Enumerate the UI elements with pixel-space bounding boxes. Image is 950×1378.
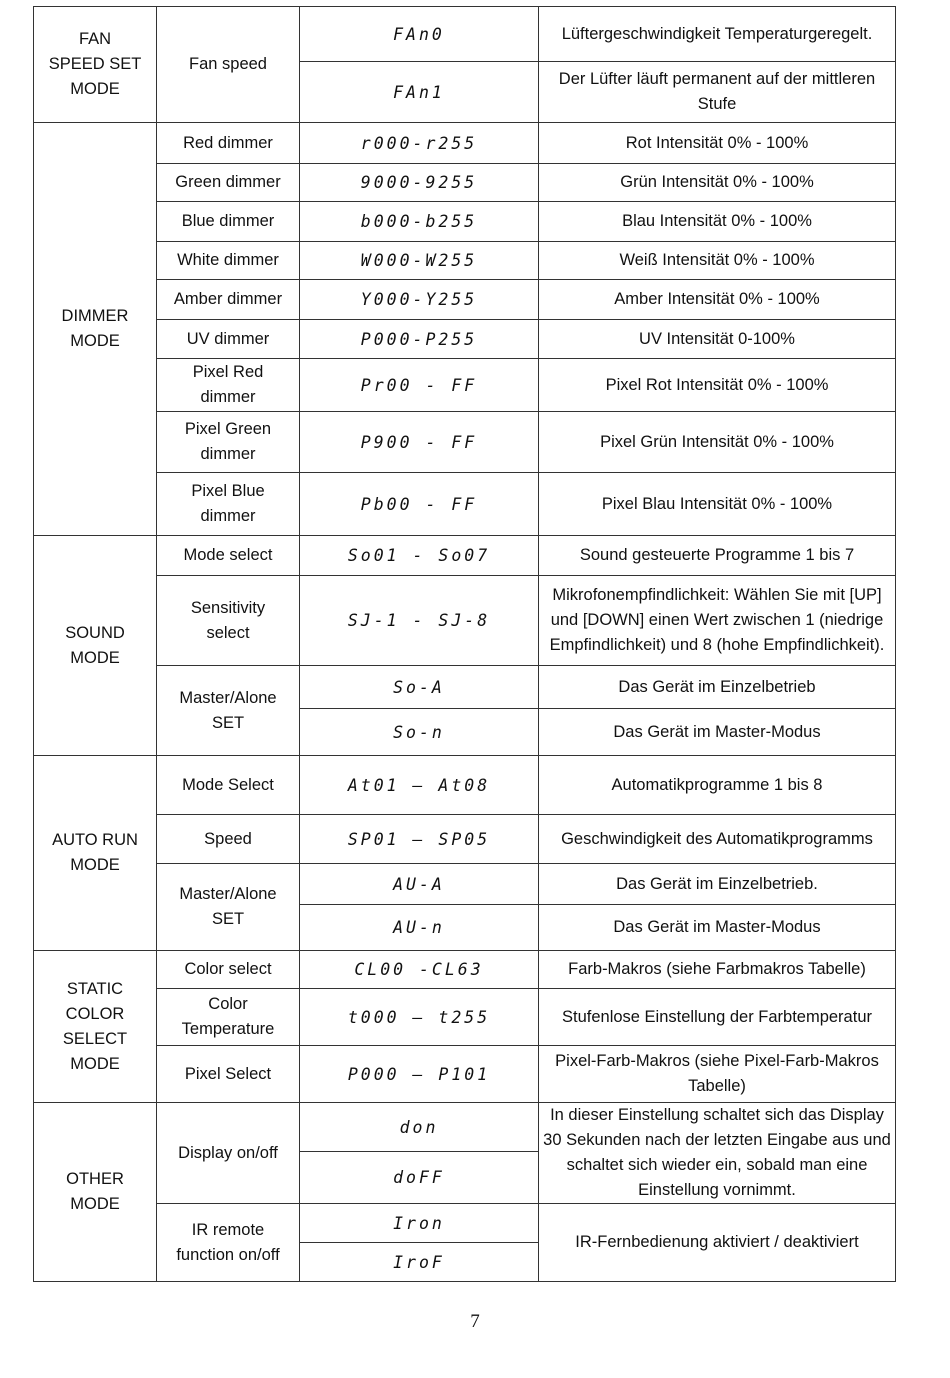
description: Sound gesteuerte Programme 1 bis 7 bbox=[539, 536, 896, 576]
description: Blau Intensität 0% - 100% bbox=[539, 202, 896, 242]
description: Farb-Makros (siehe Farbmakros Tabelle) bbox=[539, 951, 896, 989]
function-name: Color select bbox=[157, 951, 300, 989]
display-code: P000-P255 bbox=[300, 320, 539, 359]
table-row bbox=[34, 1103, 896, 1152]
function-name: Speed bbox=[157, 815, 300, 864]
display-code: 9000-9255 bbox=[300, 164, 539, 202]
display-code: CL00 -CL63 bbox=[300, 951, 539, 989]
display-code: r000-r255 bbox=[300, 123, 539, 164]
display-code: SJ-1 - SJ-8 bbox=[300, 576, 539, 666]
mode-name: AUTO RUN MODE bbox=[34, 756, 157, 951]
table-row bbox=[34, 815, 896, 864]
table-row bbox=[34, 280, 896, 320]
function-name: Pixel Red dimmer bbox=[157, 359, 300, 412]
table-row bbox=[34, 473, 896, 536]
display-code: FAn0 bbox=[300, 7, 539, 62]
table-row bbox=[34, 164, 896, 202]
page-number: 7 bbox=[470, 1311, 480, 1332]
display-code: t000 — t255 bbox=[300, 989, 539, 1046]
description: IR-Fernbedienung aktiviert / deaktiviert bbox=[539, 1204, 896, 1282]
display-code: AU-n bbox=[300, 905, 539, 951]
description: Der Lüfter läuft permanent auf der mittleren Stufe bbox=[539, 62, 896, 123]
description: Pixel Rot Intensität 0% - 100% bbox=[539, 359, 896, 412]
table-row bbox=[34, 123, 896, 164]
table-row bbox=[34, 576, 896, 666]
table-row bbox=[34, 989, 896, 1046]
mode-name: OTHER MODE bbox=[34, 1103, 157, 1282]
mode-name: STATIC COLOR SELECT MODE bbox=[34, 951, 157, 1103]
display-code: Pr00 - FF bbox=[300, 359, 539, 412]
function-name: Fan speed bbox=[157, 7, 300, 123]
function-name: Mode select bbox=[157, 536, 300, 576]
description: Pixel Grün Intensität 0% - 100% bbox=[539, 412, 896, 473]
display-code: Y000-Y255 bbox=[300, 280, 539, 320]
function-name: UV dimmer bbox=[157, 320, 300, 359]
function-name: IR remote function on/off bbox=[157, 1204, 300, 1282]
table-row bbox=[34, 1046, 896, 1103]
function-name: Sensitivity select bbox=[157, 576, 300, 666]
description: Pixel Blau Intensität 0% - 100% bbox=[539, 473, 896, 536]
display-code: P000 — P101 bbox=[300, 1046, 539, 1103]
display-code: So-A bbox=[300, 666, 539, 709]
display-code: W000-W255 bbox=[300, 242, 539, 280]
table-row bbox=[34, 359, 896, 412]
description: Amber Intensität 0% - 100% bbox=[539, 280, 896, 320]
table-row bbox=[34, 951, 896, 989]
table-row bbox=[34, 756, 896, 815]
display-code: Iron bbox=[300, 1204, 539, 1243]
function-name: Display on/off bbox=[157, 1103, 300, 1204]
function-name: Color Temperature bbox=[157, 989, 300, 1046]
mode-name: SOUND MODE bbox=[34, 536, 157, 756]
table-row bbox=[34, 412, 896, 473]
display-code: AU-A bbox=[300, 864, 539, 905]
table-row bbox=[34, 242, 896, 280]
display-code: P900 - FF bbox=[300, 412, 539, 473]
description: Automatikprogramme 1 bis 8 bbox=[539, 756, 896, 815]
description: Rot Intensität 0% - 100% bbox=[539, 123, 896, 164]
function-name: Mode Select bbox=[157, 756, 300, 815]
function-name: Blue dimmer bbox=[157, 202, 300, 242]
display-code: don bbox=[300, 1103, 539, 1152]
description: Grün Intensität 0% - 100% bbox=[539, 164, 896, 202]
mode-name: FAN SPEED SET MODE bbox=[34, 7, 157, 123]
display-code: doFF bbox=[300, 1152, 539, 1204]
table-row bbox=[34, 202, 896, 242]
function-name: Pixel Select bbox=[157, 1046, 300, 1103]
function-name: Master/Alone SET bbox=[157, 666, 300, 756]
description: Weiß Intensität 0% - 100% bbox=[539, 242, 896, 280]
description: Das Gerät im Einzelbetrieb. bbox=[539, 864, 896, 905]
display-code: So-n bbox=[300, 709, 539, 756]
description: Das Gerät im Master-Modus bbox=[539, 905, 896, 951]
display-code: At01 — At08 bbox=[300, 756, 539, 815]
table-row bbox=[34, 864, 896, 905]
description: In dieser Einstellung schaltet sich das Display 30 Sekunden nach der letzten Eingabe aus und schaltet sich wieder ein, sobald man eine Einstellung vornimmt. bbox=[539, 1103, 896, 1204]
function-name: Red dimmer bbox=[157, 123, 300, 164]
description: Lüftergeschwindigkeit Temperaturgeregelt. bbox=[539, 7, 896, 62]
display-code: SP01 — SP05 bbox=[300, 815, 539, 864]
function-name: Master/Alone SET bbox=[157, 864, 300, 951]
function-name: Amber dimmer bbox=[157, 280, 300, 320]
display-code: So01 - So07 bbox=[300, 536, 539, 576]
description: Stufenlose Einstellung der Farbtemperatur bbox=[539, 989, 896, 1046]
function-name: White dimmer bbox=[157, 242, 300, 280]
table-row bbox=[34, 1204, 896, 1243]
settings-table-body bbox=[34, 7, 896, 1282]
mode-name: DIMMER MODE bbox=[34, 123, 157, 536]
function-name: Pixel Green dimmer bbox=[157, 412, 300, 473]
description: Das Gerät im Einzelbetrieb bbox=[539, 666, 896, 709]
function-name: Pixel Blue dimmer bbox=[157, 473, 300, 536]
table-row bbox=[34, 536, 896, 576]
table-row bbox=[34, 7, 896, 62]
description: Geschwindigkeit des Automatikprogramms bbox=[539, 815, 896, 864]
description: UV Intensität 0-100% bbox=[539, 320, 896, 359]
table-row bbox=[34, 320, 896, 359]
display-code: IroF bbox=[300, 1243, 539, 1282]
function-name: Green dimmer bbox=[157, 164, 300, 202]
display-code: FAn1 bbox=[300, 62, 539, 123]
description: Mikrofonempfindlichkeit: Wählen Sie mit [UP] und [DOWN] einen Wert zwischen 1 (niedrige Empfindlichkeit) und 8 (hohe Empfindlichkeit). bbox=[539, 576, 896, 666]
settings-table bbox=[33, 6, 896, 1282]
description: Das Gerät im Master-Modus bbox=[539, 709, 896, 756]
display-code: Pb00 - FF bbox=[300, 473, 539, 536]
description: Pixel-Farb-Makros (siehe Pixel-Farb-Makros Tabelle) bbox=[539, 1046, 896, 1103]
table-row bbox=[34, 666, 896, 709]
display-code: b000-b255 bbox=[300, 202, 539, 242]
